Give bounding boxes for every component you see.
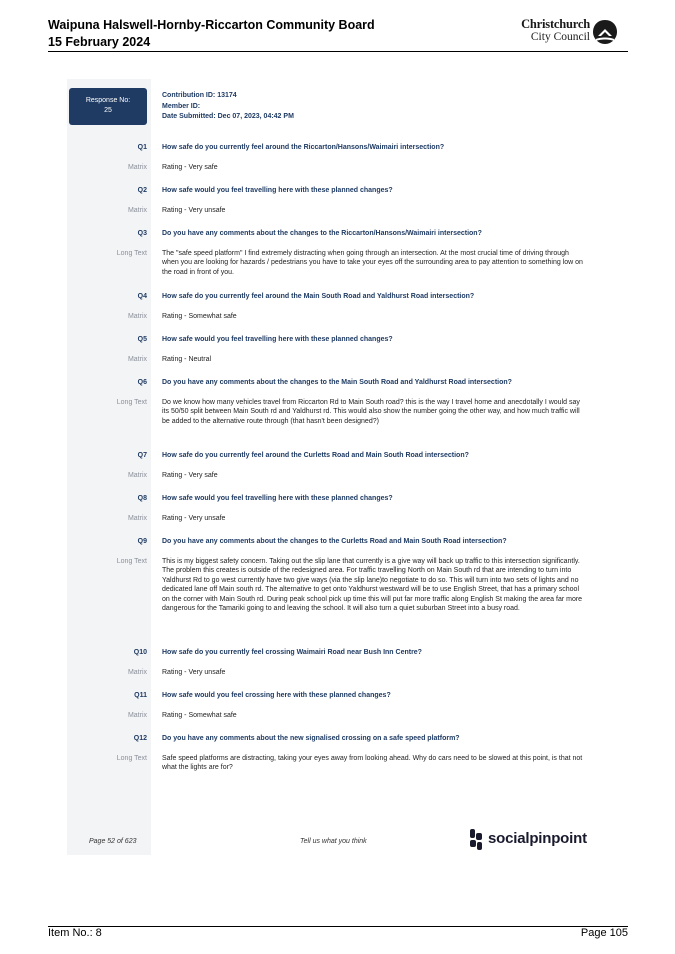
answer-type: Matrix <box>127 207 147 214</box>
logo-line2: City Council <box>530 31 590 43</box>
answer-type: Long Text <box>116 755 147 762</box>
answer-text: Rating - Very safe <box>162 472 218 479</box>
answer-type: Matrix <box>127 313 147 320</box>
answer-text: The "safe speed platform" I find extremely distracting when going through an intersection. At the most crucial time of driving through when you are looking for hazards / pedestrians you have to take your eyes off the surrounding area to pay attention to something low on the road in front of you. <box>162 250 583 276</box>
answer-type: Matrix <box>127 669 147 676</box>
date-submitted: Dec 07, 2023, 04:42 PM <box>217 113 294 120</box>
question-text: How safe do you currently feel around the Riccarton/Hansons/Waimairi intersection? <box>162 144 445 151</box>
socialpinpoint-text: socialpinpoint <box>488 830 587 847</box>
header-divider <box>48 51 628 52</box>
answer-text: Safe speed platforms are distracting, taking your eyes away from looking ahead. Why do cars need to be slowed at this point, is that not what the lights are for? <box>162 755 583 772</box>
answer-text: Rating - Very unsafe <box>162 207 226 214</box>
page-header <box>48 17 628 53</box>
answer-text: Rating - Somewhat safe <box>162 313 237 320</box>
logo-line1: Christchurch <box>521 17 590 31</box>
question-text: Do you have any comments about the changes to the Riccarton/Hansons/Waimairi intersection? <box>162 230 482 237</box>
date-label: Date Submitted: <box>162 113 218 120</box>
council-emblem-icon <box>592 19 618 45</box>
question-id: Q12 <box>133 735 147 742</box>
answer-text: Rating - Neutral <box>162 356 212 363</box>
page-number: Page 105 <box>580 927 628 939</box>
question-id: Q4 <box>137 293 147 300</box>
question-id: Q10 <box>133 649 147 656</box>
question-text: How safe would you feel crossing here with these planned changes? <box>162 692 391 699</box>
submission-meta <box>162 91 294 123</box>
answer-text: Rating - Somewhat safe <box>162 712 237 719</box>
question-text: Do you have any comments about the changes to the Curletts Road and Main South Road intersection? <box>162 538 507 545</box>
question-text: How safe do you currently feel around the Curletts Road and Main South Road intersection? <box>162 452 469 459</box>
answer-type: Matrix <box>127 164 147 171</box>
answer-type: Matrix <box>127 515 147 522</box>
response-label: Response No: <box>85 97 131 104</box>
socialpinpoint-logo <box>470 829 600 851</box>
answer-text: This is my biggest safety concern. Taking out the slip lane that currently is a give way will back up traffic to this intersection significantly. The problem this creates is outside of the redesigned area. For traffic travelling North on Main South rd that are intending to turn into Yaldhurst Rd to go west currently have two give ways (via the slip lane)to negotiate to do so. This will turn into two sets of lights and no dedicated lane off Main south rd. The alternative to get onto Yaldhurst westward will be to use English Street, that has a primary school on the corner with Main South rd. During peak school pick up time this will put far more traffic along English St making the area far more dangerous for the Tamariki going to and leaving the school. It will also turn a quiet suburban Street into a busy road. <box>162 558 583 613</box>
answer-text: Rating - Very safe <box>162 164 218 171</box>
question-id: Q11 <box>134 692 147 699</box>
question-text: Do you have any comments about the new signalised crossing on a safe speed platform? <box>162 735 460 742</box>
answer-text: Do we know how many vehicles travel from Riccarton Rd to Main South road? this is the way I travel home and anecdotally I would say its 50/50 split between Main South rd and Yaldhurst rd. This would also show the number going the other way, and how much traffic will be added to the alternative route through (that hasn't been designed?) <box>162 399 580 425</box>
answer-type: Long Text <box>116 558 147 565</box>
footer-divider <box>48 926 628 927</box>
question-text: How safe would you feel travelling here with these planned changes? <box>162 187 393 194</box>
answer-type: Matrix <box>127 472 147 479</box>
meeting-date: 15 February 2024 <box>48 35 151 49</box>
council-logo <box>508 17 618 47</box>
answer-type: Matrix <box>127 712 147 719</box>
question-id: Q3 <box>137 230 147 237</box>
question-id: Q7 <box>137 452 147 459</box>
question-id: Q9 <box>137 538 147 545</box>
question-id: Q2 <box>137 187 147 194</box>
answer-type: Matrix <box>127 356 147 363</box>
tagline: Tell us what you think <box>300 838 367 845</box>
contribution-label: Contribution ID: <box>162 92 218 99</box>
question-text: Do you have any comments about the changes to the Main South Road and Yaldhurst Road intersection? <box>162 379 512 386</box>
socialpinpoint-icon <box>470 829 484 851</box>
response-number: 25 <box>104 107 112 114</box>
question-id: Q1 <box>137 144 147 151</box>
question-id: Q5 <box>137 336 147 343</box>
inner-page-number: Page 52 of 623 <box>89 838 137 845</box>
answer-text: Rating - Very unsafe <box>162 515 226 522</box>
question-text: How safe do you currently feel crossing Waimairi Road near Bush Inn Centre? <box>162 649 422 656</box>
response-number-badge <box>69 88 147 125</box>
question-text: How safe would you feel travelling here with these planned changes? <box>162 336 393 343</box>
question-text: How safe would you feel travelling here with these planned changes? <box>162 495 393 502</box>
answer-text: Rating - Very unsafe <box>162 669 226 676</box>
answer-type: Long Text <box>116 399 147 406</box>
member-label: Member ID: <box>162 102 201 110</box>
item-number: Item No.: 8 <box>48 927 102 939</box>
question-id: Q8 <box>137 495 147 502</box>
contribution-id: 13174 <box>217 92 237 99</box>
question-text: How safe do you currently feel around the Main South Road and Yaldhurst Road intersection? <box>162 293 475 300</box>
answer-type: Long Text <box>116 250 147 257</box>
board-title: Waipuna Halswell-Hornby-Riccarton Community Board <box>48 18 375 32</box>
question-id: Q6 <box>137 379 147 386</box>
